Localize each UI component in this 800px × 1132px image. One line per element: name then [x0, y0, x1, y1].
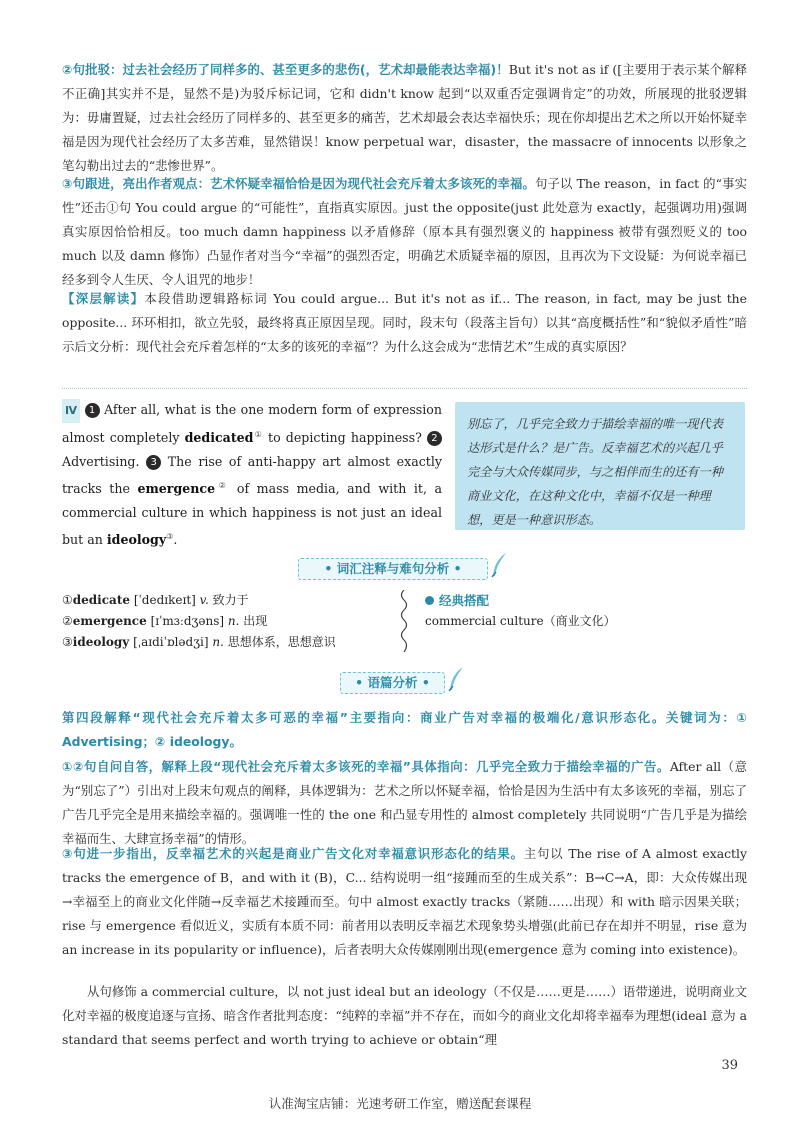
- vocab-item: ③ideology [ˌaɪdiˈɒlədʒi] n. 思想体系，思想意识: [62, 635, 336, 649]
- sentence-3-body: 句子以 The reason，in fact 的“事实性”还击①句 You could argue 的“可能性”，直指真实原因。just the opposite(just 此处意为 exactly，起强调功用)强调真实原因恰恰相反。too much damn happiness 以矛盾修辞（原本具有强烈褒义的 happiness 被带有强烈贬义的 too much 以及 damn 修饰）凸显作者对当今“幸福”的强烈否定，明确艺术质疑幸福的原因，且再次为下文设疑：为何说幸福已经多到令人生厌、令人诅咒的地步！: [62, 176, 747, 287]
- discourse-section-banner: • 语篇分析 •: [340, 672, 445, 694]
- sentence-2-heading: ②句批驳：过去社会经历了同样多的、甚至更多的悲伤(，艺术却最能表达幸福)！: [62, 62, 509, 77]
- collocation-heading: 经典搭配: [439, 593, 490, 608]
- collocation-item: commercial culture（商业文化）: [425, 614, 616, 628]
- sentence-number-2: 2: [427, 431, 442, 446]
- vocab-word-dedicated: dedicated: [184, 430, 254, 446]
- sentence-2-body: But it's not as if ([主要用于表示某个解释不正确]其实并不是，显然不是)为驳斥标记词，它和 didn't know 起到“以双重否定强调肯定”的功效，所展现的批驳逻辑为：毋庸置疑，过去社会经历了同样多的、甚至更多的痛苦，艺术却最会表达幸福快乐；现在你却提出艺术之所以开始怀疑幸福是因为现代社会经历了太多苦难，显然错误！know perpetual war，disaster，the massacre of innocents 以形象之笔勾勒出过去的“悲惨世界”。: [62, 62, 747, 173]
- discourse-clause-analysis: 从句修饰 a commercial culture，以 not just ideal but an ideology（不仅是……更是……）语带递进，说明商业文化对幸福的极度追逐与宣扬、暗含作者批判态度：“纯粹的幸福”并不存在，而如今的商业文化却将幸福奉为理想(ideal 意为 a standard that seems perfect and worth trying to achieve or obtain“理: [62, 984, 747, 1047]
- passage-text: of mass media, and with it, a commercial culture in which happiness is not just an ideal but an: [62, 481, 443, 548]
- discourse-1-2-body: After all（意为“别忘了”）引出对上段末句观点的阐释，具体逻辑为：艺术之所以怀疑幸福，恰恰是因为生活中有太多该死的幸福，别忘了广告几乎完全是用来描绘幸福的。强调唯一性的 the one 和凸显专用性的 almost completely 共同说明“广告几乎是为描绘幸福而生、大肆宣扬幸福”的情形。: [62, 759, 747, 846]
- vocab-word-emergence: emergence: [137, 481, 216, 497]
- passage-text: After all, what is the one modern form of expression almost completely: [62, 402, 442, 446]
- discourse-summary: 第四段解释“现代社会充斥着太多可恶的幸福”主要指向：商业广告对幸福的极端化/意识形态化。关键词为：① Advertising；② ideology。: [62, 710, 747, 749]
- sentence-number-3: 3: [146, 455, 161, 470]
- bullet-icon: [425, 596, 434, 605]
- footnote-ref: ③: [166, 532, 174, 542]
- deep-reading-paragraph: [62, 287, 747, 359]
- vocab-word-ideology: ideology: [106, 532, 167, 548]
- footer-text: 认准淘宝店铺：光速考研工作室，赠送配套课程: [268, 1096, 532, 1111]
- sentence-3-heading: ③句跟进，亮出作者观点：艺术怀疑幸福恰恰是因为现代社会充斥着太多该死的幸福。: [62, 176, 536, 191]
- sentence-number-1: 1: [85, 403, 100, 418]
- vocab-list: [62, 590, 392, 653]
- vocab-section-banner: • 词汇注释与难句分析 •: [298, 558, 488, 580]
- vocab-item: ①dedicate [ˈdedɪkeɪt] v. 致力于: [62, 593, 249, 607]
- section-divider: [62, 388, 747, 389]
- collocation-block: [425, 590, 725, 632]
- english-passage: [62, 398, 442, 553]
- discourse-3-body: 主句以 The rise of A almost exactly tracks the emergence of B，and with it (B)，C... 结构说明一组“接踵而至的生成关系”：B→C→A，即：大众传媒出现→幸福至上的商业文化伴随→反幸福艺术接踵而至。句中 almost exactly tracks（紧随……出现）和 with 暗示因果关联；rise 与 emergence 看似近义，实质有本质不同：前者用以表明反幸福艺术现象势头增强(此前已存在却并不明显，rise 意为 an increase in its popularity or influence)，后者表明大众传媒刚刚出现(emergence 意为 coming into existence)。: [62, 846, 747, 957]
- feather-pen-icon: [490, 552, 508, 578]
- footnote-ref: ②: [215, 481, 230, 491]
- paragraph-number-badge: Ⅳ: [62, 399, 80, 423]
- deep-reading-tag: 【深层解读】: [62, 291, 145, 306]
- page-number: 39: [721, 1058, 738, 1073]
- passage-text: The rise of anti-happy art almost exactly tracks the: [62, 454, 442, 497]
- discourse-3-heading: ③句进一步指出，反幸福艺术的兴起是商业广告文化对幸福意识形态化的结果。: [62, 846, 524, 861]
- deep-reading-body: 本段借助逻辑路标词 You could argue... But it's not as if... The reason, in fact, may be just the opposite... 环环相扣，欲立先驳，最终将真正原因呈现。同时，段末句（段落主旨句）以其“高度概括性”和“貌似矛盾性”暗示后文分析：现代社会充斥着怎样的“太多的该死的幸福”？为什么这会成为“悲情艺术”生成的真实原因？: [62, 291, 747, 354]
- passage-text: to depicting happiness?: [262, 430, 422, 446]
- passage-text: .: [173, 532, 178, 548]
- analysis-paragraph-2: [62, 58, 747, 178]
- discourse-sentence-1-2: [62, 755, 747, 851]
- discourse-sentence-3: [62, 842, 747, 962]
- analysis-paragraph-3: [62, 172, 747, 292]
- column-separator: [398, 590, 410, 652]
- chinese-translation-box: 别忘了，几乎完全致力于描绘幸福的唯一现代表达形式是什么？是广告。反幸福艺术的兴起几乎完全与大众传媒同步，与之相伴而生的还有一种商业文化，在这种文化中，幸福不仅是一种理想，更是一种意识形态。: [455, 402, 745, 530]
- vocab-item: ②emergence [ɪˈmɜːdʒəns] n. 出现: [62, 614, 268, 628]
- passage-text: Advertising.: [62, 454, 140, 470]
- discourse-1-2-heading: ①②句自问自答，解释上段“现代社会充斥着太多该死的幸福”具体指向：几乎完全致力于描绘幸福的广告。: [62, 759, 670, 774]
- feather-pen-icon: [447, 666, 465, 692]
- footnote-ref: ①: [253, 430, 263, 439]
